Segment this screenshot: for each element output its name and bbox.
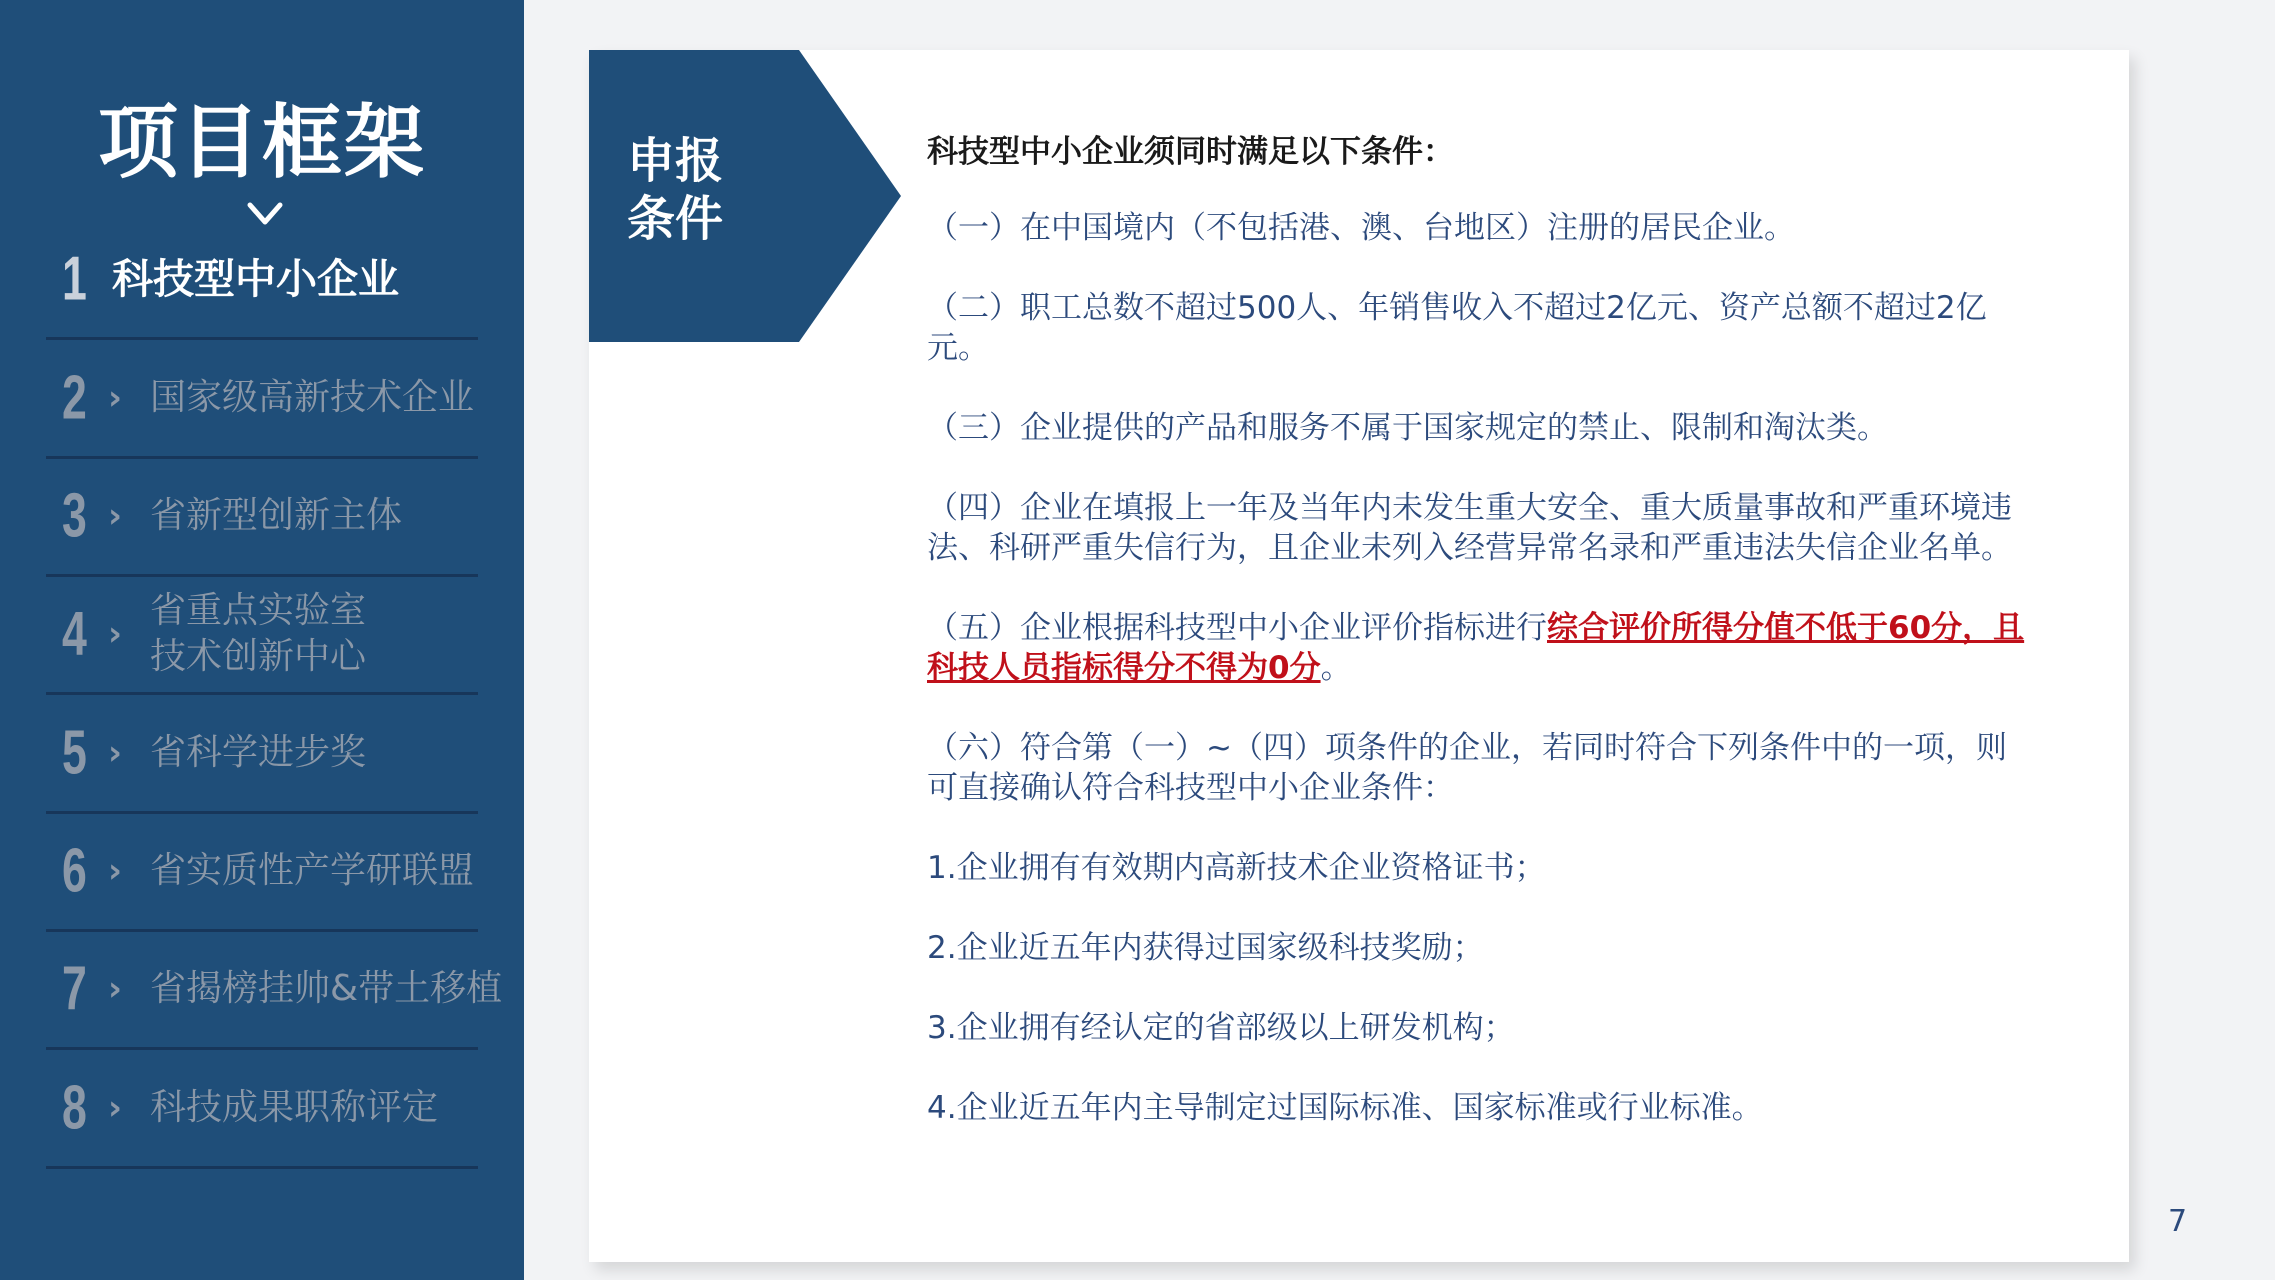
nav-item-research-alliance[interactable]: [46, 813, 478, 932]
nav-item-national-high-tech[interactable]: [46, 340, 478, 459]
nav-item-number: 6: [62, 836, 87, 906]
nav-item-science-award[interactable]: [46, 695, 478, 814]
nav-item-number: 2: [62, 363, 87, 433]
nav-item-label: 省科学进步奖: [150, 732, 367, 773]
nav-item-number: 7: [62, 954, 87, 1024]
nav-item-tech-sme[interactable]: [46, 221, 478, 340]
nav-item-number: 1: [62, 244, 87, 314]
nav-item-provincial-lab[interactable]: [46, 576, 478, 695]
nav-item-title-evaluation[interactable]: [46, 1050, 478, 1169]
condition-3: （三）企业提供的产品和服务不属于国家规定的禁止、限制和淘汰类。: [927, 410, 1888, 446]
list-item: 1.企业拥有有效期内高新技术企业资格证书；: [927, 850, 1546, 886]
conditions-text: [927, 132, 2027, 1168]
nav-item-label: 科技型中小企业: [112, 255, 399, 303]
list-item: 4.企业近五年内主导制定过国际标准、国家标准或行业标准。: [927, 1090, 1763, 1126]
page-number: 7: [2168, 1204, 2188, 1239]
nav-item-label: [150, 588, 366, 680]
chevron-right-icon: ›: [108, 1088, 123, 1128]
condition-5: [927, 608, 2027, 688]
chevron-right-icon: ›: [108, 378, 123, 418]
chevron-right-icon: ›: [108, 851, 123, 891]
chevron-right-icon: ›: [108, 614, 123, 654]
nav-item-number: 5: [62, 718, 87, 788]
nav-item-label: 省新型创新主体: [150, 495, 403, 536]
content-card: [589, 50, 2129, 1262]
chevron-right-icon: ›: [108, 496, 123, 536]
nav-item-label-line2: 技术创新中心: [150, 636, 367, 677]
nav-item-provincial-innovation[interactable]: [46, 458, 478, 577]
condition-6: （六）符合第（一）~（四）项条件的企业，若同时符合下列条件中的一项，则可直接确认符合科技型中小企业条件：: [927, 730, 2007, 806]
condition-5-end: 。: [1320, 650, 1352, 686]
condition-2: （二）职工总数不超过500人、年销售收入不超过2亿元、资产总额不超过2亿元。: [927, 290, 1987, 366]
nav-item-label: 省揭榜挂帅&带土移植: [150, 968, 503, 1009]
nav-item-label-line1: 省重点实验室: [150, 590, 367, 631]
nav-item-number: 8: [62, 1073, 87, 1143]
nav-item-label: 省实质性产学研联盟: [150, 850, 475, 891]
condition-4: （四）企业在填报上一年及当年内未发生重大安全、重大质量事故和严重环境违法、科研严重失信行为，且企业未列入经营异常名录和严重违法失信企业名单。: [927, 490, 2012, 566]
section-tag: [627, 132, 787, 248]
section-tag-line1: 申报: [627, 133, 724, 189]
nav-item-number: 4: [62, 599, 87, 669]
condition-5-highlight: 综合评价所得分值不低于60分，且科技人员指标得分不得为0分: [927, 610, 2025, 686]
nav-item-label: 国家级高新技术企业: [150, 377, 475, 418]
nav-item-label: 科技成果职称评定: [150, 1087, 439, 1128]
sidebar-title: 项目框架: [98, 96, 426, 189]
chevron-right-icon: ›: [108, 969, 123, 1009]
nav-item-number: 3: [62, 481, 87, 551]
conditions-heading: 科技型中小企业须同时满足以下条件：: [927, 134, 1454, 170]
list-item: 3.企业拥有经认定的省部级以上研发机构；: [927, 1010, 1515, 1046]
section-tag-line2: 条件: [627, 191, 724, 247]
condition-5-text: （五）企业根据科技型中小企业评价指标进行: [927, 610, 1547, 646]
condition-1: （一）在中国境内（不包括港、澳、台地区）注册的居民企业。: [927, 210, 1795, 246]
sidebar: [0, 0, 524, 1280]
chevron-right-icon: ›: [108, 733, 123, 773]
list-item: 2.企业近五年内获得过国家级科技奖励；: [927, 930, 1484, 966]
nav-item-open-competition[interactable]: [46, 931, 503, 1050]
